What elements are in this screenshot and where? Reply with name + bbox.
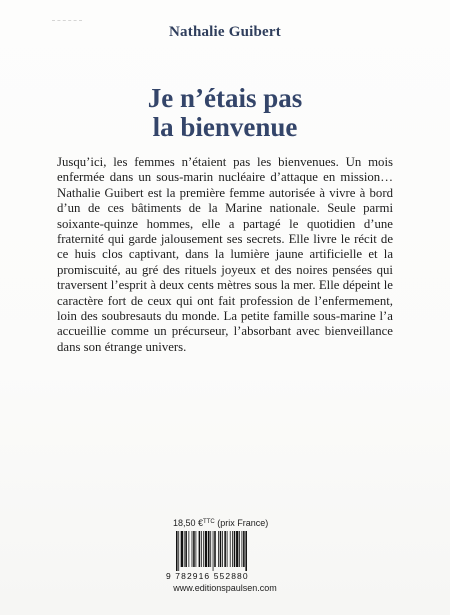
isbn-barcode [175, 531, 275, 571]
isbn-digits: 9 782916 552880 [166, 571, 249, 581]
title-line-1: Je n’étais pas [147, 83, 303, 113]
author-name: Nathalie Guibert [169, 24, 281, 40]
price-value: 18,50 € [173, 518, 204, 528]
price-note: (prix France) [217, 518, 269, 528]
publisher-website: www.editionspaulsen.com [173, 583, 277, 593]
price-tax: TTC [203, 519, 215, 525]
book-title [0, 84, 450, 142]
price-label [173, 518, 268, 528]
blurb-text: Jusqu’ici, les femmes n’étaient pas les bienvenues. Un mois enfermée dans un sous-marin nucléaire d’attaque en mission… Nathalie Guibert est la première femme autorisée à vivre à bord d’un de ces bâtiments de la Marine nationale. Seule parmi soixante-quinze hommes, elle a partagé le quotidien d’une fraternité qui garde jalousement ses secrets. Elle livre le récit de ce huis clos captivant, dans la lumière jaune artificielle et la promiscuité, au gré des rituels joyeux et des noires pensées qui traversent l’esprit à deux cents mètres sous la mer. Elle dépeint le caractère fort de ceux qui ont fait profession de l’enfermement, loin des soubresauts du monde. La petite famille sous-marine l’a accueillie comme un précurseur, l’absorbant avec bienveillance dans son étrange univers. [57, 155, 393, 354]
title-line-2: la bienvenue [152, 112, 298, 142]
